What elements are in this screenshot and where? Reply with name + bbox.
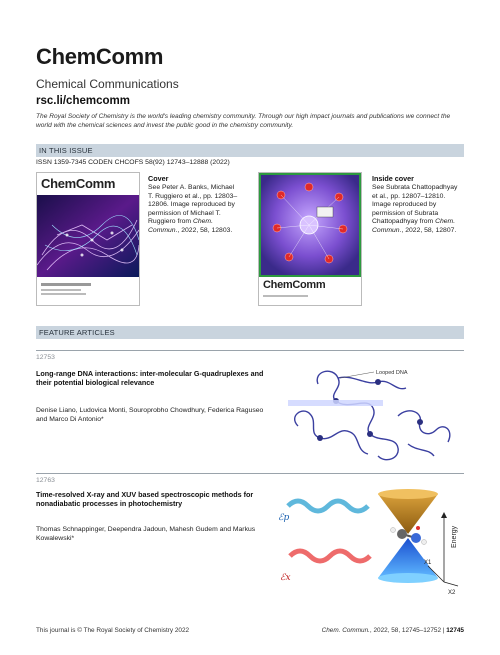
footer-copyright: This journal is © The Royal Society of Chemistry 2022 [36,627,190,634]
issn-line: ISSN 1359-7345 CODEN CHCOFS 58(92) 12743–12888 (2022) [36,159,230,166]
x1-axis-label: X1 [424,560,432,566]
journal-brand: ChemComm [36,44,164,69]
journal-subtitle: Chemical Communications [36,77,179,91]
rsc-blurb: The Royal Society of Chemistry is the world's leading chemistry community. Through our high impact journals and publications we connect the world with the chemical sciences and invest the public good in the chemistry community. [36,113,451,129]
article-title[interactable]: Time-resolved X-ray and XUV based spectroscopic methods for nonadiabatic processes in photochemistry [36,490,254,508]
cover-thumbnail[interactable] [36,172,140,306]
inside-cover-thumbnail[interactable] [258,172,362,306]
ex-label: ℰx [280,573,291,583]
dna-figure [278,356,464,472]
feature-articles-label: FEATURE ARTICLES [39,328,115,337]
in-this-issue-bar [36,144,464,157]
in-this-issue-label: IN THIS ISSUE [39,146,93,155]
article-title[interactable]: Long-range DNA interactions: inter-molecular G-quadruplexes and their potential biological relevance [36,369,264,387]
feature-articles-bar [36,326,464,339]
spectroscopy-figure [278,486,464,598]
cover-thumb-brand: ChemComm [41,176,116,191]
cover-caption: See Peter A. Banks, Michael T. Ruggiero et al., pp. 12803–12806. Image reproduced by permission of Michael T. Ruggiero from Chem. Commun., 2022, 58, 12803. [148,184,238,234]
looped-dna-label: Looped DNA [376,370,408,376]
article-divider [36,350,464,351]
energy-axis-label: Energy [451,525,458,548]
cover-art [37,195,139,277]
article-page-number: 12763 [36,477,55,484]
page-number: 12745 [446,627,464,634]
journal-url[interactable]: rsc.li/chemcomm [36,95,130,107]
article-divider [36,473,464,474]
cover-title: Cover [148,174,169,183]
inside-cover-caption: See Subrata Chattopadhyay et al., pp. 12807–12810. Image reproduced by permission of Subrata Chattopadhyay from Chem. Commun., 2022, 58, 12807. [372,184,458,234]
inside-cover-title: Inside cover [372,174,414,183]
ep-label: ℰp [278,513,290,523]
article-page-number: 12753 [36,354,55,361]
article-authors: Denise Liano, Ludovica Monti, Souroprobho Chowdhury, Federica Raguseo and Marco Di Antonio* [36,407,264,423]
article-authors: Thomas Schnappinger, Deependra Jadoun, Mahesh Gudem and Markus Kowalewski* [36,526,256,542]
x2-axis-label: X2 [448,590,456,596]
inside-cover-thumb-brand: ChemComm [263,279,326,291]
inside-cover-art [259,173,361,277]
footer-citation: Chem. Commun., 2022, 58, 12745–12752 | 12745 [321,627,464,634]
